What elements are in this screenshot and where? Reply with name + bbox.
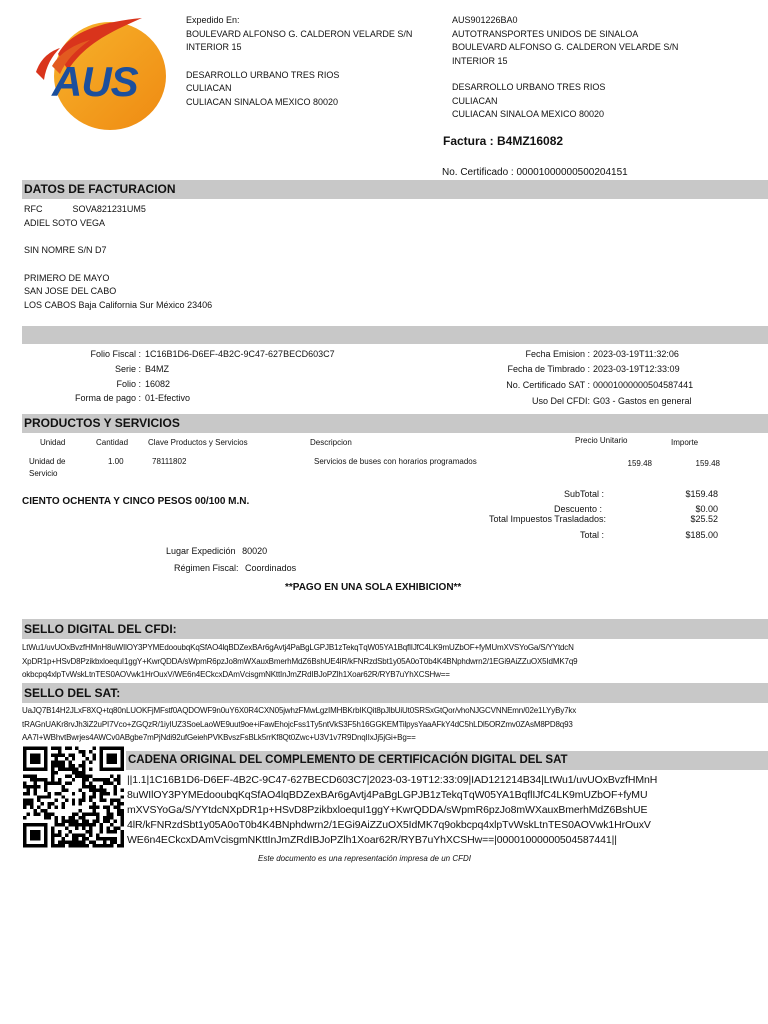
total-value: $159.48 bbox=[685, 489, 718, 499]
fiscal-row-payment bbox=[24, 392, 404, 406]
table-row bbox=[0, 456, 768, 486]
cfdi-seal-title: SELLO DIGITAL DEL CFDI: bbox=[24, 622, 177, 636]
sat-seal-text bbox=[22, 704, 762, 745]
seal-line: tRAGnUAKr8rvJh3iZ2uPI7Vco+ZGQzR/1iyIUZ3SoeLaoWE9uut9oe+iFawEhojcFss1Ty5ntVkS3F5h16GGKEMTilpysYaaAFkY4dC5hLDl5ORZmv0ZAsM8PD8q93 bbox=[22, 719, 573, 729]
issued-at-line: BOULEVARD ALFONSO G. CALDERON VELARDE S/N bbox=[186, 28, 413, 39]
spacer bbox=[24, 258, 444, 272]
fiscal-row-emission bbox=[440, 348, 760, 362]
chain-line: 4lR/kFNRzdSbt1y05A0oT0b4K4BNphdwrn2/1EGi9AiZZuOX5IdMK7q9okbcpq4xlpTvWskLtnTES0AOVwk1HrOuxV bbox=[127, 819, 651, 831]
certificate-number: No. Certificado : 00001000000500204151 bbox=[442, 167, 628, 178]
total-label: Total : bbox=[579, 529, 604, 540]
issued-at-line: CULIACAN SINALOA MEXICO 80020 bbox=[186, 96, 339, 107]
issuer-name: AUTOTRANSPORTES UNIDOS DE SINALOA bbox=[452, 28, 639, 39]
issuer-line: DESARROLLO URBANO TRES RIOS bbox=[452, 82, 606, 92]
fiscal-regime-label: Régimen Fiscal: bbox=[174, 563, 239, 573]
fiscal-value: B4MZ bbox=[145, 363, 170, 374]
seal-line: LtWu1/uvUOxBvzfHMnH8uWIlOY3PYMEdooubqKqSfAO4lqBDZexBAr6gAvtj4PaBgLGPJB1zTekqTqW05YA1BqflIJfC4LK9mUZbOF+fyMUmXVSYoGa/S/YYtdcN bbox=[22, 643, 574, 652]
fiscal-label: Folio : bbox=[116, 379, 141, 389]
fiscal-row-cfdi-use bbox=[440, 395, 760, 409]
total-label: SubTotal : bbox=[563, 489, 604, 499]
fiscal-right-block bbox=[440, 348, 760, 408]
fiscal-regime-value: Coordinados bbox=[245, 563, 297, 573]
fiscal-row-folio-fiscal bbox=[24, 348, 404, 362]
amount-in-words: CIENTO OCHENTA Y CINCO PESOS 00/100 M.N. bbox=[22, 496, 250, 507]
total-row-taxes bbox=[440, 513, 720, 527]
fiscal-value: 1C16B1D6-D6EF-4B2C-9C47-627BECD603C7 bbox=[145, 349, 335, 359]
chain-line: WE6n4ECkcxDAmVcisgmNKttInJmZRdIBJoPZlh1Xoar62R/RYB7uYhXCSHw==|00001000000504587441|| bbox=[127, 834, 617, 846]
cell-key: 78111802 bbox=[152, 457, 187, 466]
issuer-line bbox=[452, 68, 752, 81]
expedition-place-row bbox=[166, 545, 267, 559]
seal-line: UaJQ7B14H2JLxF8XQ+tq80nLUOKFjMFstf0AQDOWF9n0uY6X0R4CXN05jwhzFMwLgzIMHBKrbIKQit8pJlbUiUt0SRSxGtQor/vhoNJGCVNNEmn/02e1LYyBy7kx bbox=[22, 706, 577, 715]
sat-seal-header bbox=[22, 683, 768, 703]
col-header-desc: Descripcion bbox=[310, 438, 352, 447]
fiscal-left-block bbox=[24, 348, 404, 405]
fiscal-row-stamp bbox=[440, 363, 760, 377]
col-header-unit: Unidad bbox=[40, 438, 66, 447]
col-header-price: Precio Unitario bbox=[575, 436, 628, 445]
cfdi-seal-text bbox=[22, 641, 762, 682]
fiscal-label: Fecha Emision : bbox=[525, 349, 590, 359]
fiscal-value: 2023-03-19T11:32:06 bbox=[593, 349, 679, 359]
total-row-total bbox=[440, 529, 720, 543]
issuer-rfc: AUS901226BA0 bbox=[452, 15, 518, 25]
footer-note: Este documento es una representación impresa de un CFDI bbox=[258, 854, 472, 863]
billing-rfc-label: RFC bbox=[24, 204, 43, 214]
chain-title: CADENA ORIGINAL DEL COMPLEMENTO DE CERTIFICACIÓN DIGITAL DEL SAT bbox=[128, 754, 568, 766]
expedition-place-label: Lugar Expedición bbox=[166, 546, 236, 556]
fiscal-label: Uso Del CFDI: bbox=[531, 395, 590, 406]
issuer-line: CULIACAN bbox=[452, 95, 498, 106]
total-label: Descuento : bbox=[553, 503, 602, 514]
issuer-line: CULIACAN SINALOA MEXICO 80020 bbox=[452, 109, 605, 119]
issued-at-block bbox=[186, 14, 436, 109]
spacer bbox=[24, 230, 444, 244]
fiscal-label: Forma de pago : bbox=[74, 392, 141, 403]
billing-colony: PRIMERO DE MAYO bbox=[24, 272, 110, 283]
chain-text bbox=[127, 773, 727, 848]
billing-rfc-row bbox=[24, 203, 444, 217]
billing-section-title: DATOS DE FACTURACION bbox=[24, 182, 176, 196]
total-value: $185.00 bbox=[685, 529, 718, 540]
billing-street: SIN NOMRE S/N D7 bbox=[24, 245, 107, 255]
issuer-line: BOULEVARD ALFONSO G. CALDERON VELARDE S/N bbox=[452, 42, 679, 52]
fiscal-regime-row bbox=[174, 562, 296, 576]
chain-line: mXVSYoGa/S/YYtdcNXpDR1p+HSvD8PzikbxloequI1ggY+KwrQDDA/sWpmR6pzJo8mWXauxBmerhMdZ6BshUE bbox=[127, 804, 648, 816]
chain-line: 8uWIlOY3PYMEdooubqKqSfAO4lqBDZexBAr6gAvtj4PaBgLGPJB1zTekqTqW05YA1BqflIJfC4LK9mUZbOF+fyMU bbox=[127, 789, 648, 801]
issued-at-line: INTERIOR 15 bbox=[186, 42, 242, 52]
col-header-key: Clave Productos y Servicios bbox=[148, 438, 248, 447]
qr-code-graphic bbox=[23, 746, 124, 848]
col-header-qty: Cantidad bbox=[96, 438, 129, 447]
totals-block bbox=[440, 488, 720, 542]
products-table-header bbox=[0, 437, 768, 451]
products-section-title: PRODUCTOS Y SERVICIOS bbox=[24, 416, 180, 430]
cell-price: 159.48 bbox=[627, 459, 652, 468]
chain-header bbox=[126, 751, 768, 770]
total-row-subtotal bbox=[440, 488, 720, 502]
fiscal-value: 16082 bbox=[145, 379, 171, 389]
billing-city: SAN JOSE DEL CABO bbox=[24, 286, 117, 296]
fiscal-label: Serie : bbox=[114, 363, 141, 374]
cell-amount: 159.48 bbox=[695, 459, 720, 468]
issuer-line: INTERIOR 15 bbox=[452, 55, 508, 66]
cell-unit: Unidad de Servicio bbox=[29, 457, 66, 478]
products-section-header bbox=[22, 414, 768, 433]
payment-note: **PAGO EN UNA SOLA EXHIBICION** bbox=[285, 582, 462, 593]
billing-name: ADIEL SOTO VEGA bbox=[24, 217, 106, 228]
fiscal-row-folio bbox=[24, 378, 404, 392]
expedition-place-value: 80020 bbox=[242, 546, 268, 556]
fiscal-label: Fecha de Timbrado : bbox=[507, 363, 590, 374]
col-header-amount: Importe bbox=[671, 438, 699, 447]
fiscal-value: 2023-03-19T12:33:09 bbox=[593, 363, 680, 374]
total-label: Total Impuestos Trasladados: bbox=[488, 514, 606, 524]
company-logo bbox=[30, 14, 168, 132]
cfdi-seal-header bbox=[22, 619, 768, 639]
billing-section-header bbox=[22, 180, 768, 199]
issued-at-line bbox=[186, 55, 436, 69]
total-value: $0.00 bbox=[695, 503, 718, 514]
cell-desc: Servicios de buses con horarios programados bbox=[314, 457, 477, 466]
billing-state: LOS CABOS Baja California Sur México 23406 bbox=[24, 299, 213, 310]
separator-bar bbox=[22, 326, 768, 344]
logo-text: AUS bbox=[52, 58, 138, 105]
seal-line: okbcpq4xlpTvWskLtnTES0AOVwk1HrOuxV/WE6n4ECkcxDAmVcisgmNKttInJmZRdIBJoPZlh1Xoar62R/RYB7uYhXCSHw== bbox=[22, 670, 450, 679]
issued-at-heading: Expedido En: bbox=[186, 15, 240, 25]
seal-line: XpDR1p+HSvD8PzikbxloequI1ggY+KwrQDDA/sWpmR6pzJo8mWXauxBmerhMdZ6BshUE4lR/kFNRzdSbt1y05A0oT0b4K4BNphdwrn2/1EGi9AiZZuOX5IdMK7q9 bbox=[22, 656, 578, 666]
sat-seal-title: SELLO DEL SAT: bbox=[24, 686, 121, 700]
total-value: $25.52 bbox=[690, 514, 718, 524]
issued-at-line: DESARROLLO URBANO TRES RIOS bbox=[186, 69, 340, 80]
cell-qty: 1.00 bbox=[108, 457, 124, 466]
issued-at-line: CULIACAN bbox=[186, 83, 232, 93]
fiscal-row-serie bbox=[24, 363, 404, 377]
fiscal-value: 01-Efectivo bbox=[145, 392, 191, 403]
issuer-block bbox=[452, 14, 752, 122]
qr-code bbox=[23, 746, 124, 848]
chain-line: ||1.1|1C16B1D6-D6EF-4B2C-9C47-627BECD603C7|2023-03-19T12:33:09|IAD121214B34|LtWu1/uvUOxBvzfHMnH bbox=[127, 774, 658, 786]
fiscal-value: 00001000000504587441 bbox=[593, 380, 694, 390]
fiscal-label: No. Certificado SAT : bbox=[506, 380, 590, 390]
billing-rfc-value: SOVA821231UM5 bbox=[72, 204, 146, 214]
invoice-title: Factura : B4MZ16082 bbox=[443, 134, 564, 148]
fiscal-value: G03 - Gastos en general bbox=[593, 395, 692, 406]
fiscal-row-sat-cert bbox=[440, 379, 760, 393]
seal-line: AA7I+WBhvtBwrjes4AWCv0ABgbe7mPjNdi92ufGeiehPVKBvszFsBLk5rrKf8Qt0Zwc+U3V1v7R9DnqIIxJj5jGi+Bg== bbox=[22, 733, 416, 742]
qr-modules bbox=[23, 747, 124, 848]
fiscal-label: Folio Fiscal : bbox=[90, 349, 141, 359]
billing-block bbox=[24, 203, 444, 312]
